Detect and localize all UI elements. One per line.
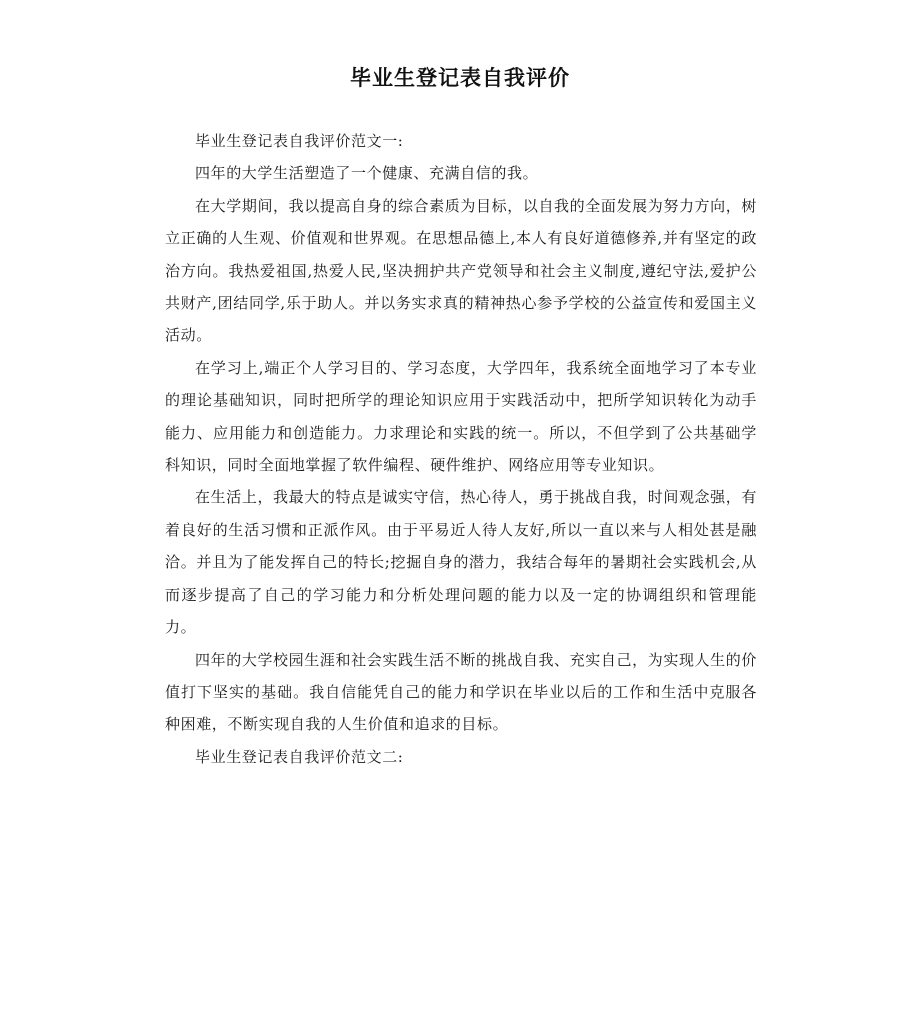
paragraph-study: 在学习上,端正个人学习目的、学习态度，大学四年，我系统全面地学习了本专业的理论基础知识，同时把所学的理论知识应用于实践活动中，把所学知识转化为动手能力、应用能力和创造能力。力求理论和实践的统一。所以，不但学到了公共基础学科知识，同时全面地掌握了软件编程、硬件维护、网络应用等专业知识。	[165, 358, 757, 475]
document-body	[165, 125, 757, 773]
paragraph-life: 在生活上，我最大的特点是诚实守信，热心待人，勇于挑战自我，时间观念强，有着良好的生活习惯和正派作风。由于平易近人待人友好,所以一直以来与人相处甚是融洽。并且为了能发挥自己的特长;挖掘自身的潜力，我结合每年的暑期社会实践机会,从而逐步提高了自己的学习能力和分析处理问题的能力以及一定的协调组织和管理能力。	[165, 488, 757, 637]
document-title: 毕业生登记表自我评价	[350, 66, 570, 90]
paragraph-heading-sample-one: 毕业生登记表自我评价范文一:	[195, 132, 404, 150]
paragraph-conclusion: 四年的大学校园生涯和社会实践生活不断的挑战自我、充实自己，为实现人生的价值打下坚实的基础。我自信能凭自己的能力和学识在毕业以后的工作和生活中克服各种困难，不断实现自我的人生价值和追求的目标。	[165, 650, 757, 734]
paragraph-university-period: 在大学期间，我以提高自身的综合素质为目标，以自我的全面发展为努力方向，树立正确的人生观、价值观和世界观。在思想品德上,本人有良好道德修养,并有坚定的政治方向。我热爱祖国,热爱人民,坚决拥护共产党领导和社会主义制度,遵纪守法,爱护公共财产,团结同学,乐于助人。并以务实求真的精神热心参予学校的公益宣传和爱国主义活动。	[165, 196, 757, 345]
paragraph-intro: 四年的大学生活塑造了一个健康、充满自信的我。	[195, 164, 539, 183]
paragraph-heading-sample-two: 毕业生登记表自我评价范文二:	[195, 747, 404, 766]
